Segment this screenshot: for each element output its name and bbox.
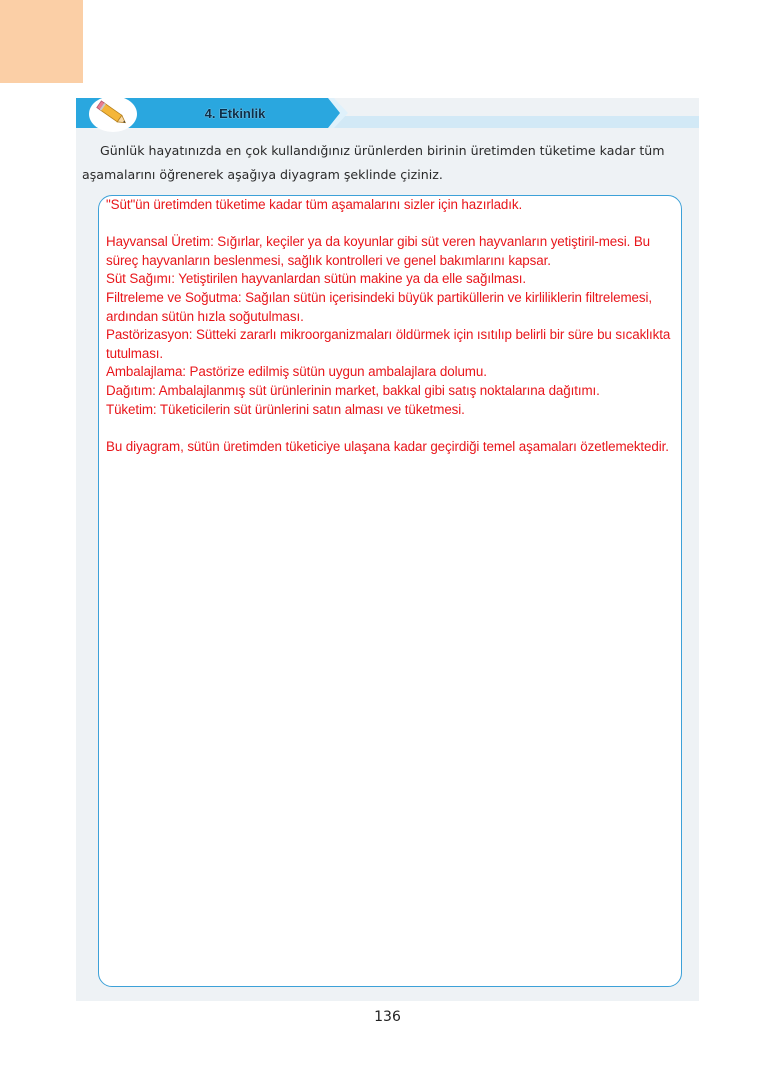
answer-step: Ambalajlama: Pastörize edilmiş sütün uygun ambalajlara dolumu. bbox=[106, 364, 487, 380]
answer-intro: "Süt"ün üretimden tüketime kadar tüm aşamalarını sizler için hazırladık. bbox=[106, 197, 523, 212]
answer-step: Filtreleme ve Soğutma: Sağılan sütün içerisindeki büyük partiküllerin ve kirliliklerin filtrelemesi, ardından sütün hızla soğutulması. bbox=[106, 289, 652, 324]
answer-step: Hayvansal Üretim: Sığırlar, keçiler ya da koyunlar gibi süt veren hayvanların yetiştiril-mesi. Bu süreç hayvanların beslenmesi, sağlık kontrolleri ve genel bakımlarını kapsar. bbox=[106, 234, 650, 268]
corner-color-tab bbox=[0, 0, 83, 83]
spacer bbox=[106, 419, 681, 438]
answer-step: Süt Sağımı: Yetiştirilen hayvanlardan sütün makine ya da elle sağılması. bbox=[106, 271, 527, 287]
activity-instruction: Günlük hayatınızda en çok kullandığınız ürünlerden birinin üretimden tüketime kadar tüm aşamalarını öğrenerek aşağıya diyagram şeklinde çiziniz. bbox=[82, 143, 665, 182]
answer-summary: Bu diyagram, sütün üretimden tüketiciye ulaşana kadar geçirdiği temel aşamaları özetlemektedir. bbox=[106, 438, 669, 454]
pencil-icon bbox=[88, 95, 138, 133]
answer-step: Dağıtım: Ambalajlanmış süt ürünlerinin market, bakkal gibi satış noktalarına dağıtımı. bbox=[106, 382, 600, 398]
spacer bbox=[106, 215, 681, 234]
answer-step: Pastörizasyon: Sütteki zararlı mikroorganizmaları öldürmek için ısıtılıp belirli bir süre bu sıcaklıkta tutulması. bbox=[106, 327, 671, 361]
page-number: 136 bbox=[374, 1009, 401, 1025]
activity-title: 4. Etkinlik bbox=[204, 106, 266, 121]
answer-step: Tüketim: Tüketicilerin süt ürünlerini satın alması ve tüketmesi. bbox=[106, 401, 465, 417]
answer-text bbox=[106, 196, 681, 456]
